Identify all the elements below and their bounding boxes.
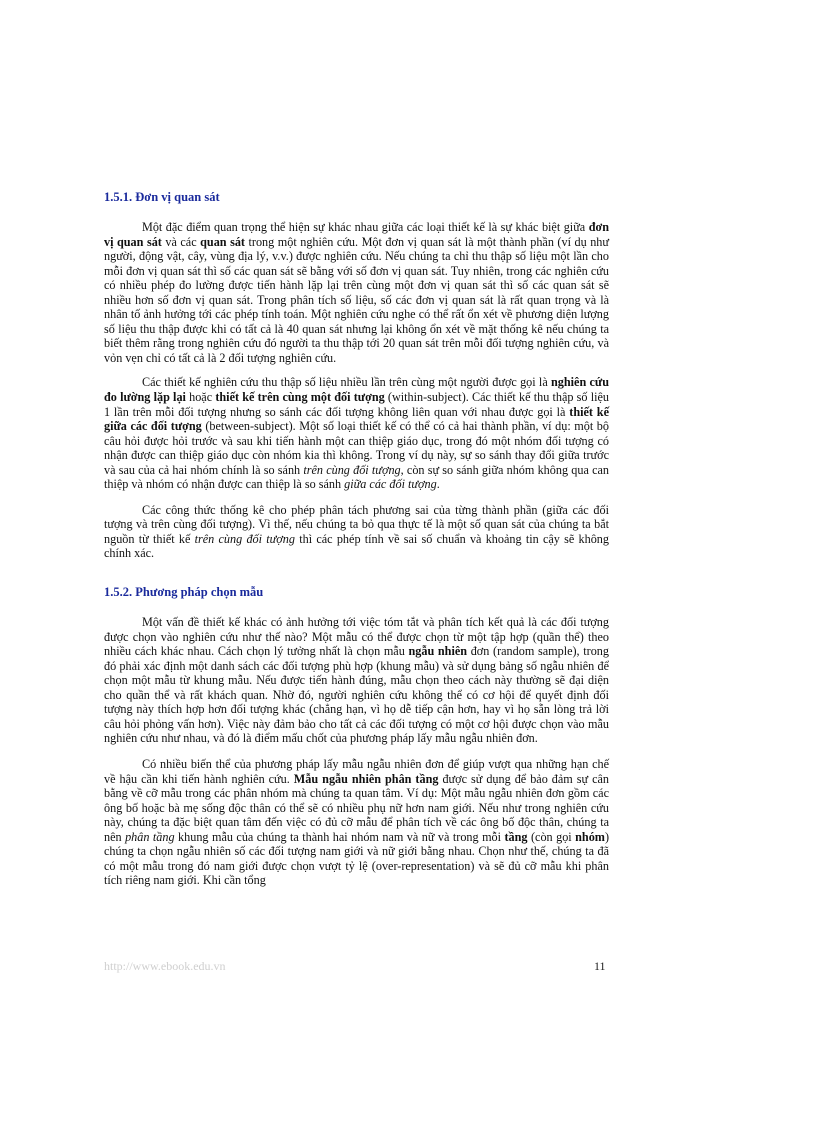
text-run: được sử dụng để bảo đảm sự cân bằng về cỡ mẫu trong các phân nhóm mà chúng ta quan tâm. Ví dụ: Một mẫu ngẫu nhiên đơn gồm các ông bố hoặc bà mẹ sống độc thân có thể sẽ có nhiều phụ nữ hơn nam giới. Nếu như trong nghiên cứu này, chúng ta đặc biệt quan tâm đến việc có đủ cỡ mẫu để phân tích về các ông bố độc thân, chúng ta nên bbox=[104, 771, 610, 844]
paragraph-repeated-measures bbox=[104, 375, 609, 491]
italic-term: phân tầng bbox=[125, 829, 175, 844]
bold-term: nghiên cứu đo lường lặp lại bbox=[104, 375, 609, 405]
bold-term: Mẫu ngẫu nhiên phân tầng bbox=[293, 771, 439, 786]
text-run: và các bbox=[161, 234, 201, 249]
text-run: Có nhiều biến thể của phương pháp lấy mẫu ngẫu nhiên đơn để giúp vượt qua những hạn chế về hậu cần khi tiến hành nghiên cứu. bbox=[104, 756, 609, 786]
text-run: Một vấn đề thiết kế khác có ảnh hưởng tới việc tóm tắt và phân tích kết quả là các đối tượng được chọn vào nghiên cứu như thế nào? Một mẫu có thể được chọn từ một tập hợp (quần thể) theo nhiều cách khác nhau. Cách chọn lý tưởng nhất là chọn mẫu bbox=[104, 615, 609, 659]
text-run: đơn (random sample), trong đó phải xác định một danh sách các đối tượng phù hợp (khung mẫu) và sử dụng bảng số ngẫu nhiên để chọn một mẫu từ khung mẫu. Nếu được tiến hành đúng, mẫu chọn theo cách này thường sẽ đại diện cho quần thể và rất khách quan. Nhờ đó, người nghiên cứu không thể có cơ hội để quyết định đối tượng này thích hợp hơn đối tượng khác (chẳng hạn, vì họ dễ tiếp cận hơn, hay vì họ sẵn lòng trả lời câu hỏi phỏng vấn hơn). Việc này đảm bảo cho tất cả các đối tượng có một cơ hội được chọn vào mẫu nghiên cứu như nhau, và đó là điểm mấu chốt của phương pháp lấy mẫu ngẫu nhiên đơn. bbox=[104, 644, 609, 746]
paragraph-random-sampling bbox=[104, 615, 609, 746]
bold-term: thiết kế trên cùng một đối tượng bbox=[215, 390, 385, 405]
bold-term: đơn vị quan sát bbox=[104, 220, 609, 249]
bold-term: quan sát bbox=[200, 234, 245, 249]
text-run: thì các phép tính về sai số chuẩn và khoảng tin cậy sẽ không chính xác. bbox=[104, 531, 609, 561]
page-body bbox=[104, 190, 609, 888]
text-run: (within-subject). Các thiết kế thu thập số liệu 1 lần trên mỗi đối tượng nhưng so sánh các đối tượng không liên quan với nhau được gọi là bbox=[104, 390, 609, 419]
text-run: Một đặc điểm quan trọng thể hiện sự khác nhau giữa các loại thiết kế là sự khác biệt giữa bbox=[142, 220, 589, 234]
italic-term: trên cùng đối tượng bbox=[194, 531, 295, 546]
italic-term: trên cùng đối tượng bbox=[303, 462, 401, 477]
text-run: (between-subject). Một số loại thiết kế có thể có cả hai thành phần, ví dụ: một bộ câu hỏi được hỏi trước và sau khi tiến hành một can thiệp giáo dục, trong đó một nhóm đối tượng có nhận được can thiệp giáo dục còn nhóm kia thì không. Trong ví dụ này, sự so sánh thay đổi giữa trước và sau của cả hai nhóm chính là so sánh bbox=[104, 419, 609, 477]
section-heading-1-5-1: 1.5.1. Đơn vị quan sát bbox=[104, 190, 220, 204]
text-run: Các công thức thống kê cho phép phân tách phương sai của từng thành phần (giữa các đối tượng và trên cùng đối tượng). Vì thế, nếu chúng ta bỏ qua thực tế là một số quan sát của chúng ta bắt nguồn từ thiết kế bbox=[104, 502, 609, 546]
paragraph-observation-unit bbox=[104, 220, 609, 365]
text-run: Các thiết kế nghiên cứu thu thập số liệu nhiều lần trên cùng một người được gọi là bbox=[142, 375, 551, 390]
bold-term: thiết kế giữa các đối tượng bbox=[104, 404, 609, 434]
italic-term: giữa các đối tượng bbox=[344, 477, 437, 492]
text-run: , còn sự so sánh giữa nhóm không qua can thiệp và nhóm có nhận được can thiệp là so sánh bbox=[104, 462, 609, 492]
bold-term: tầng bbox=[504, 829, 528, 844]
page-number: 11 bbox=[594, 959, 606, 973]
text-run: trong một nghiên cứu. Một đơn vị quan sát là một thành phần (ví dụ như người, động vật, cây, vùng địa lý, v.v.) được nghiên cứu. Nếu chúng ta chỉ thu thập số liệu một lần cho mỗi đơn vị quan sát thì số các quan sát sẽ bằng với số đơn vị quan sát. Tuy nhiên, trong các nghiên cứu có nhiều phép đo lường được tiến hành lặp lại trên cùng một đơn vị quan sát thì số các quan sát sẽ nhiều hơn số đơn vị quan sát. Trong phân tích số liệu, số các đơn vị quan sát là rất quan trọng và là nhân tố ảnh hưởng tới các phép tính toán. Một nghiên cứu nghe có thể rất ổn xét về phương diện lượng số liệu thu thập được khi có tất cả là 40 quan sát nhưng lại không ổn xét về mặt thống kê nếu chúng ta biết thêm rằng trong nghiên cứu đó người ta thu thập tới 20 quan sát trên mỗi đối tượng nghiên cứu, và vỏn vẹn chỉ có tất cả là 2 đối tượng nghiên cứu. bbox=[104, 234, 609, 365]
text-run: khung mẫu của chúng ta thành hai nhóm nam và nữ và trong mỗi bbox=[174, 829, 505, 844]
bold-term: nhóm bbox=[575, 829, 605, 844]
text-run: ) chúng ta chọn ngẫu nhiên số các đối tượng nam giới và nữ giới bằng nhau. Chọn như thế, chúng ta đã có một mẫu trong đó nam giới được chọn vượt tỷ lệ (over-representation) và sẽ đủ cỡ mẫu khi phân tích riêng nam giới. Khi cần tổng bbox=[104, 829, 610, 888]
paragraph-stratified-sampling bbox=[104, 757, 609, 888]
section-heading-1-5-2: 1.5.2. Phương pháp chọn mẫu bbox=[104, 585, 264, 600]
text-run: hoặc bbox=[185, 390, 216, 405]
text-run: (còn gọi bbox=[527, 829, 576, 844]
text-run: . bbox=[436, 477, 440, 492]
paragraph-variance-partition bbox=[104, 503, 609, 561]
footer-url-watermark: http://www.ebook.edu.vn bbox=[104, 959, 226, 973]
bold-term: ngẫu nhiên bbox=[408, 644, 468, 659]
